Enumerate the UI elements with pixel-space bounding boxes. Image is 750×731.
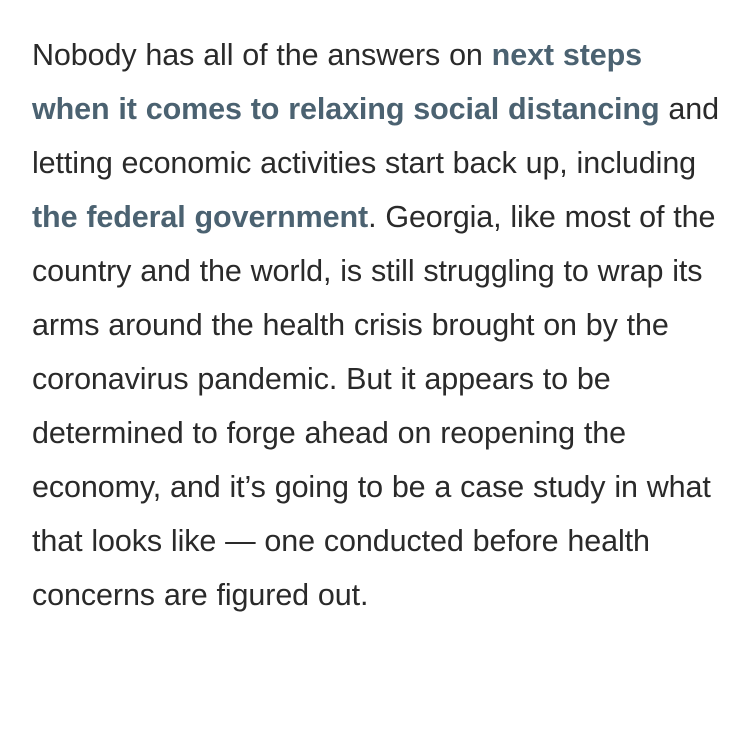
article-paragraph bbox=[32, 28, 722, 622]
paragraph-middle-text: and letting economic activities start back up, including bbox=[32, 92, 719, 180]
federal-government-link[interactable]: the federal government bbox=[32, 200, 369, 234]
article-body bbox=[32, 28, 722, 622]
next-steps-link[interactable]: next steps when it comes to relaxing social distancing bbox=[32, 38, 660, 126]
paragraph-rest-text: . Georgia, like most of the country and the world, is still struggling to wrap its arms around the health crisis brought on by the coronavirus pandemic. But it appears to be determined to forge ahead on reopening the economy, and it’s going to be a case study in what that looks like — one conducted before health concerns are figured out. bbox=[32, 200, 716, 612]
paragraph-intro-text: Nobody has all of the answers on bbox=[32, 38, 492, 72]
